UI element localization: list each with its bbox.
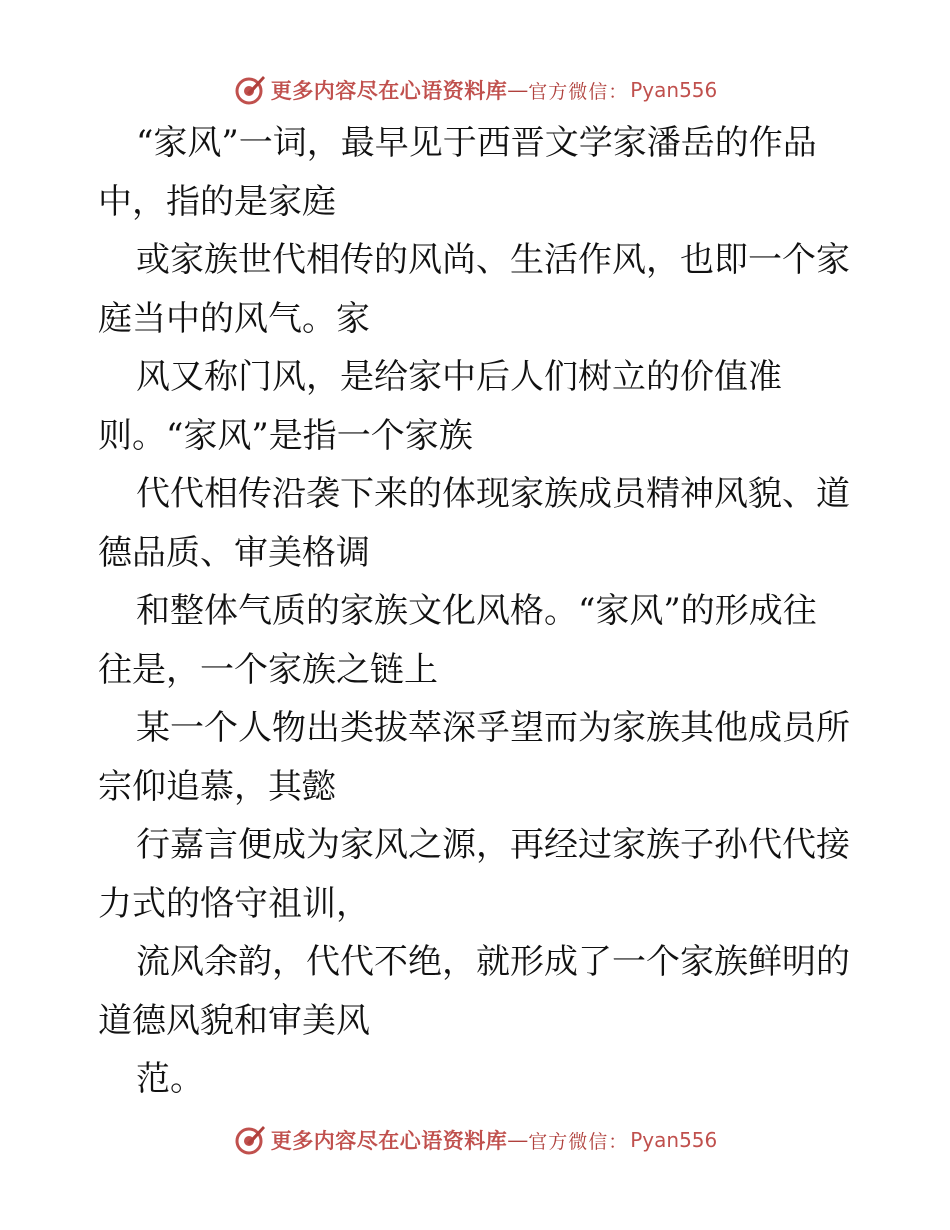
paragraph (98, 231, 853, 348)
paragraph-line: “家风”一词，最早见于西晋文学家潘岳的作品 (136, 123, 817, 163)
paragraph-line: 范。 (136, 1059, 204, 1099)
paragraph-line: 德品质、审美格调 (98, 532, 370, 573)
document-body (98, 114, 853, 1109)
banner-wechat-id: Pyan556 (630, 78, 718, 102)
paragraph (98, 348, 853, 465)
paragraph (98, 1050, 853, 1109)
paragraph (98, 816, 853, 933)
paragraph (98, 582, 853, 699)
paragraph-line: 中，指的是家庭 (98, 181, 336, 222)
quill-circle-icon (233, 1123, 267, 1157)
paragraph-line: 庭当中的风气。家 (98, 298, 370, 339)
paragraph (98, 699, 853, 816)
paragraph-line: 代代相传沿袭下来的体现家族成员精神风貌、道 (136, 474, 850, 514)
paragraph-line: 或家族世代相传的风尚、生活作风，也即一个家 (136, 240, 850, 280)
banner-wechat-id: Pyan556 (630, 1128, 718, 1152)
paragraph-line: 力式的恪守祖训， (98, 883, 370, 924)
paragraph-line: 某一个人物出类拔萃深孚望而为家族其他成员所 (136, 708, 850, 748)
paragraph (98, 114, 853, 231)
quill-circle-icon (233, 73, 267, 107)
banner-wechat-label: 官方微信： (528, 1130, 629, 1153)
paragraph (98, 933, 853, 1050)
paragraph-line: 行嘉言便成为家风之源，再经过家族子孙代代接 (136, 825, 850, 865)
paragraph-line: 和整体气质的家族文化风格。“家风”的形成往 (136, 591, 817, 631)
banner-dash: — (507, 78, 529, 102)
banner-dash: — (507, 1128, 529, 1152)
paragraph-line: 风又称门风，是给家中后人们树立的价值准 (136, 357, 782, 397)
banner-title: 更多内容尽在心语资料库 (270, 1128, 508, 1153)
paragraph-line: 流风余韵，代代不绝，就形成了一个家族鲜明的 (136, 942, 850, 982)
header-banner (0, 70, 950, 110)
banner-title: 更多内容尽在心语资料库 (270, 78, 508, 103)
paragraph-line: 则。“家风”是指一个家族 (98, 415, 473, 456)
paragraph-line: 宗仰追慕，其懿 (98, 766, 336, 807)
paragraph-line: 往是，一个家族之链上 (98, 649, 438, 690)
footer-banner (0, 1120, 950, 1160)
paragraph (98, 465, 853, 582)
banner-wechat-label: 官方微信： (528, 80, 629, 103)
paragraph-line: 道德风貌和审美风 (98, 1000, 370, 1041)
